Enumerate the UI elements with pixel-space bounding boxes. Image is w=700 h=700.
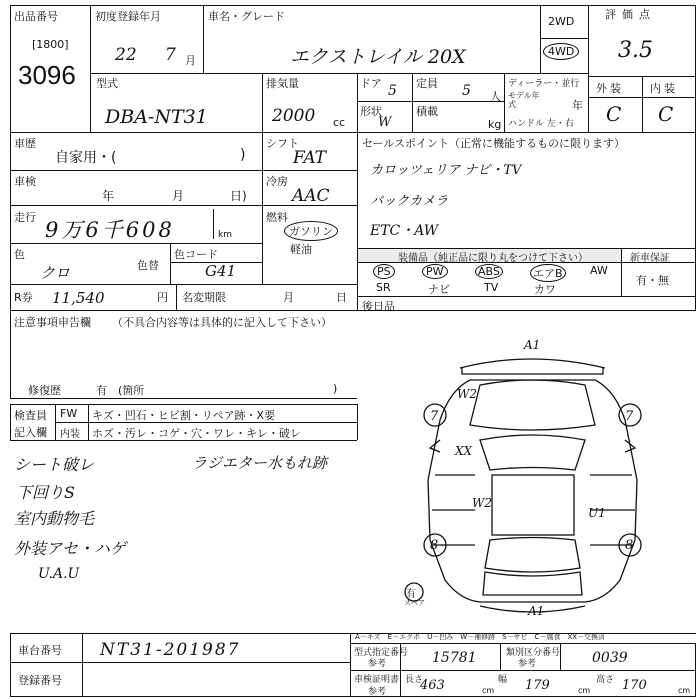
shape-label: 形状 bbox=[360, 105, 382, 118]
checker-int-label: 内装 bbox=[60, 429, 80, 440]
diagram-mark-rear-left-wheel: 8 bbox=[430, 538, 439, 553]
notes-sub: （不具合内容等は具体的に記入して下さい） bbox=[112, 316, 332, 329]
model-year-unit: 年 bbox=[572, 99, 583, 112]
height-unit: cm bbox=[678, 686, 691, 695]
diagram-mark-rear-bumper: A1 bbox=[528, 604, 545, 618]
repair-label: 修復歴 bbox=[28, 384, 61, 397]
load-unit: kg bbox=[488, 118, 502, 131]
type-designation-ref: 参考 bbox=[368, 659, 387, 669]
equip-abs: ABS bbox=[475, 264, 503, 279]
width-unit: cm bbox=[578, 686, 591, 695]
equip-pw: PW bbox=[422, 264, 448, 279]
handle-label: ハンドル 左・右 bbox=[508, 119, 574, 129]
category-label: 類別区分番号 bbox=[506, 648, 561, 658]
equip-tv: TV bbox=[484, 281, 499, 294]
shape-value: W bbox=[378, 115, 392, 130]
name-change-month: 月 bbox=[283, 291, 294, 304]
doors-value: 5 bbox=[388, 83, 397, 99]
lot-sub: [1800] bbox=[32, 38, 69, 51]
cert-label: 車検証明書 bbox=[354, 675, 400, 685]
hand-note-3: 室内動物毛 bbox=[14, 509, 95, 528]
repair-value: 有 bbox=[96, 384, 107, 397]
checker-int-items: ホズ・汚レ・コゲ・穴・ワレ・キレ・破レ bbox=[92, 427, 301, 440]
model-value: DBA-NT31 bbox=[105, 106, 208, 128]
mileage-value: 9万6千608 bbox=[45, 218, 175, 242]
exterior-label: 外装 bbox=[596, 82, 624, 95]
drive-4wd: 4WD bbox=[543, 43, 579, 60]
drive-2wd: 2WD bbox=[548, 15, 575, 28]
type-designation-label: 型式指定番号 bbox=[354, 648, 409, 658]
inspection-month-unit: 月 bbox=[172, 189, 185, 203]
checker-fw-label: FW bbox=[60, 407, 78, 420]
diagram-mark-front-left-wheel: 7 bbox=[430, 409, 439, 424]
doors-label: ドア bbox=[360, 77, 382, 90]
recycle-value: 11,540 bbox=[52, 289, 105, 307]
car-condition-diagram bbox=[400, 340, 690, 625]
checker-label-2: 記入欄 bbox=[14, 426, 47, 439]
name-change-label: 名変期限 bbox=[182, 291, 226, 304]
equip-airbag: エアB bbox=[530, 264, 566, 282]
type-designation-value: 15781 bbox=[432, 650, 477, 666]
hand-note-2: 下回りS bbox=[16, 483, 75, 502]
equip-leather: カワ bbox=[534, 283, 556, 296]
diagram-mark-rear-left: W2 bbox=[472, 496, 492, 510]
car-name: エクストレイル 20X bbox=[290, 46, 466, 68]
equip-navi: ナビ bbox=[428, 283, 450, 296]
length-label: 長さ bbox=[405, 675, 424, 685]
displacement-unit: cc bbox=[333, 116, 346, 129]
ac-value: AAC bbox=[292, 186, 330, 206]
model-year-label: モデル年式 bbox=[508, 91, 540, 109]
fuel-option-gasoline: ガソリン bbox=[284, 221, 338, 241]
first-reg-month-unit: 月 bbox=[185, 54, 196, 67]
exterior-grade: C bbox=[606, 102, 622, 126]
interior-grade: C bbox=[658, 102, 674, 126]
displacement-label: 排気量 bbox=[266, 77, 299, 90]
sales-point-3: ETC・AW bbox=[370, 223, 439, 239]
dealer-label: ディーラー・並行 bbox=[508, 79, 580, 89]
shift-label: シフト bbox=[266, 137, 299, 150]
ac-label: 冷房 bbox=[266, 175, 288, 188]
rating-value: 3.5 bbox=[618, 38, 653, 63]
sales-points-label: セールスポイント（正常に機能するものに限ります） bbox=[362, 137, 626, 150]
width-label: 幅 bbox=[498, 675, 508, 685]
rating-label: 評価点 bbox=[605, 8, 656, 21]
shift-value: FAT bbox=[293, 148, 327, 168]
lot-label: 出品番号 bbox=[14, 10, 58, 23]
later-docs-label: 後日品 bbox=[362, 300, 395, 313]
equip-sr: SR bbox=[376, 281, 391, 294]
hand-note-4: 外装アセ・ハゲ bbox=[14, 539, 126, 558]
hand-note-5: U.A.U bbox=[38, 566, 80, 582]
fuel-label: 燃料 bbox=[266, 211, 288, 224]
chassis-value: NT31-201987 bbox=[100, 640, 241, 660]
fuel-option-diesel: 軽油 bbox=[290, 243, 312, 256]
capacity-unit: 人 bbox=[490, 90, 501, 103]
lot-number: 3096 bbox=[18, 60, 76, 90]
length-value: 463 bbox=[420, 678, 445, 693]
cert-ref: 参考 bbox=[368, 687, 387, 697]
color-code-value: G41 bbox=[205, 262, 237, 280]
sales-point-1: カロッツェリア ナビ・TV bbox=[370, 163, 522, 178]
spare-tire-sub: スペア bbox=[404, 599, 425, 607]
mileage-unit: km bbox=[218, 230, 232, 240]
history-label: 車歴 bbox=[14, 137, 36, 150]
recycle-label: R券 bbox=[14, 291, 33, 304]
height-label: 高さ bbox=[596, 675, 615, 685]
inspection-day-unit: 日) bbox=[230, 189, 247, 203]
color-swap-label: 色替 bbox=[137, 259, 159, 272]
diagram-mark-rear-right: U1 bbox=[588, 506, 606, 520]
history-value-end: ) bbox=[240, 147, 246, 163]
displacement-value: 2000 bbox=[272, 106, 316, 126]
equip-aw: AW bbox=[590, 264, 608, 277]
recycle-unit: 円 bbox=[157, 291, 168, 304]
hand-note-1: シート破レ bbox=[14, 455, 95, 474]
interior-label: 内装 bbox=[650, 82, 678, 95]
right-hand-note: ラジエター水もれ跡 bbox=[192, 454, 328, 472]
color-code-label: 色コード bbox=[174, 248, 218, 261]
inspection-year-unit: 年 bbox=[102, 189, 115, 203]
category-ref: 参考 bbox=[518, 659, 537, 669]
new-car-warranty-label: 新車保証 bbox=[630, 253, 670, 264]
diagram-mark-hood: W2 bbox=[457, 387, 477, 401]
diagram-mark-rear-right-wheel: 8 bbox=[625, 538, 634, 553]
inspection-label: 車検 bbox=[14, 175, 36, 188]
length-unit: cm bbox=[482, 686, 495, 695]
color-label: 色 bbox=[14, 248, 25, 261]
notes-label: 注意事項申告欄 bbox=[14, 316, 91, 329]
load-label: 積載 bbox=[416, 105, 438, 118]
mileage-label: 走行 bbox=[14, 211, 36, 224]
checker-label-1: 検査員 bbox=[14, 409, 47, 422]
spare-tire-mark: 有 bbox=[406, 589, 416, 600]
category-value: 0039 bbox=[592, 650, 628, 666]
name-change-day: 日 bbox=[336, 291, 347, 304]
width-value: 179 bbox=[525, 678, 550, 693]
sales-point-2: バックカメラ bbox=[370, 194, 449, 209]
car-name-label: 車名・グレード bbox=[208, 10, 285, 23]
checker-fw-items: キズ・凹石・ヒビ割・リペア跡・X要 bbox=[92, 409, 276, 422]
history-value: 自家用・( bbox=[55, 150, 117, 166]
model-label: 型式 bbox=[96, 77, 118, 90]
first-reg-label: 初度登録年月 bbox=[95, 10, 161, 23]
warranty-value: 有・無 bbox=[636, 274, 669, 287]
registration-label: 登録番号 bbox=[18, 674, 62, 687]
first-reg-month: 7 bbox=[165, 45, 176, 65]
diagram-mark-front-bumper: A1 bbox=[524, 338, 541, 352]
diagram-mark-left-door: XX bbox=[455, 444, 473, 458]
repair-rest: (箇所 bbox=[118, 384, 145, 397]
chassis-label: 車台番号 bbox=[18, 644, 62, 657]
capacity-value: 5 bbox=[462, 83, 471, 99]
capacity-label: 定員 bbox=[416, 77, 438, 90]
color-value: クロ bbox=[40, 264, 71, 282]
first-reg-year: 22 bbox=[115, 45, 137, 65]
equip-ps: PS bbox=[373, 264, 395, 279]
damage-legend: A－キズ E－エクボ U－凹み W－補修跡 S－サビ C－腐食 XX－交換済 bbox=[355, 633, 606, 641]
equipment-label: 装備品（純正品に限り丸をつけて下さい） bbox=[398, 253, 588, 264]
diagram-mark-front-right-wheel: 7 bbox=[625, 409, 634, 424]
height-value: 170 bbox=[622, 678, 647, 693]
